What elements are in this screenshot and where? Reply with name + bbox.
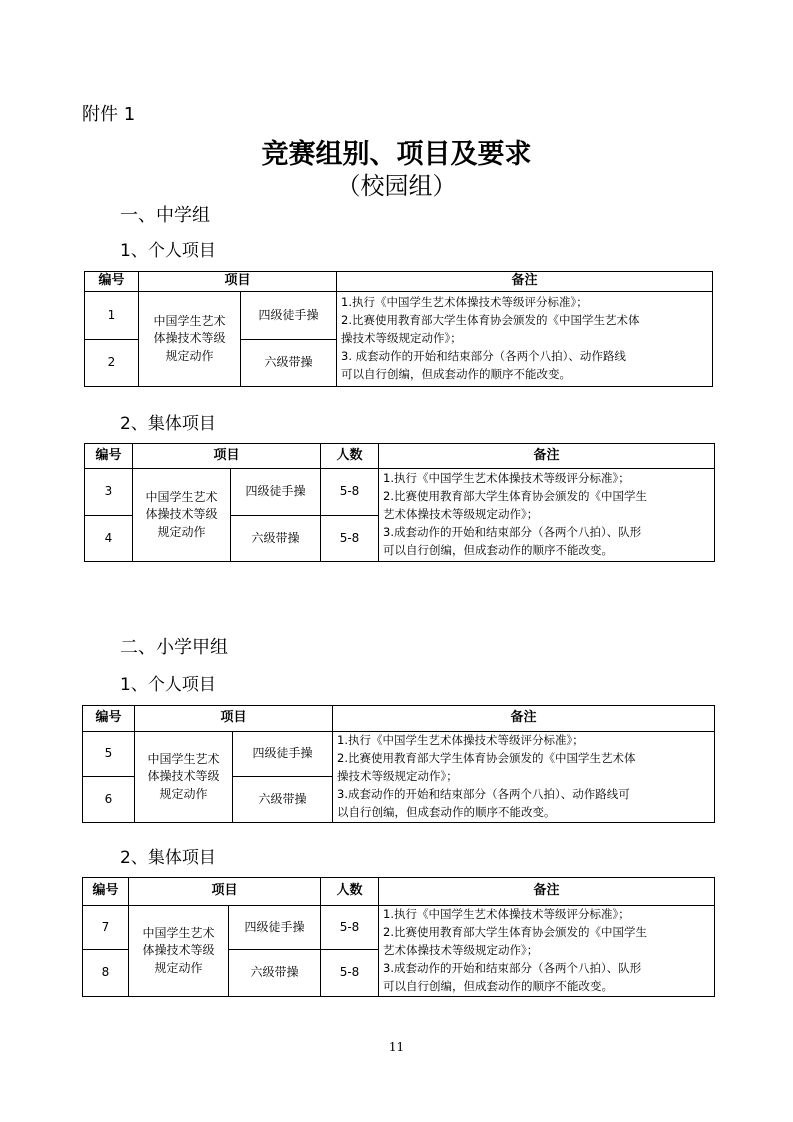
row-number: 1	[85, 292, 139, 340]
category-line: 规定动作	[157, 524, 206, 539]
table-middle-group	[84, 443, 715, 562]
notes-cell	[379, 469, 715, 562]
note-line: 操技术等级规定动作》；	[337, 769, 458, 784]
category-line: 体操技术等级	[142, 943, 215, 958]
note-line: 3.成套动作的开始和结束部分（各两个八拍）、动作路线可	[337, 786, 630, 801]
note-line: 操技术等级规定动作》；	[341, 331, 462, 346]
header-people: 人数	[321, 444, 379, 469]
header-item: 项目	[133, 444, 321, 469]
row-number: 7	[83, 906, 129, 950]
note-line: 可以自行创编，但成套动作的顺序不能改变。	[341, 366, 572, 381]
category-line: 中国学生艺术	[145, 489, 218, 504]
header-num: 编号	[83, 706, 135, 732]
section-title-primary-a: 二、小学甲组	[120, 637, 228, 658]
table-middle-individual	[84, 271, 713, 387]
notes-cell	[379, 906, 715, 997]
note-line: 艺术体操技术等级规定动作》；	[383, 943, 539, 958]
header-item: 项目	[129, 878, 321, 906]
category-cell	[133, 469, 231, 562]
header-item: 项目	[139, 272, 337, 292]
note-line: 3.成套动作的开始和结束部分（各两个八拍）、队形	[383, 960, 642, 975]
note-line: 2.比赛使用教育部大学生体育协会颁发的《中国学生	[383, 925, 647, 940]
note-line: 2.比赛使用教育部大学生体育协会颁发的《中国学生艺术体	[337, 751, 636, 766]
category-line: 规定动作	[159, 786, 208, 801]
category-cell	[129, 906, 229, 997]
page-number: 11	[388, 1040, 405, 1054]
row-number: 8	[83, 950, 129, 997]
header-note: 备注	[333, 706, 715, 732]
people-cell: 5-8	[321, 469, 379, 516]
event-cell: 四级徒手操	[241, 292, 337, 340]
category-line: 中国学生艺术	[153, 313, 226, 328]
category-cell	[139, 292, 241, 387]
category-line: 中国学生艺术	[142, 925, 215, 940]
row-number: 2	[85, 340, 139, 387]
note-line: 2.比赛使用教育部大学生体育协会颁发的《中国学生艺术体	[341, 313, 640, 328]
note-line: 1.执行《中国学生艺术体操技术等级评分标准》；	[383, 907, 630, 922]
row-number: 4	[85, 516, 133, 562]
subsection-group: 2、集体项目	[120, 414, 216, 434]
people-cell: 5-8	[321, 906, 379, 950]
notes-cell	[333, 732, 715, 823]
category-line: 体操技术等级	[145, 507, 218, 522]
header-num: 编号	[85, 444, 133, 469]
event-cell: 四级徒手操	[231, 469, 321, 516]
category-line: 体操技术等级	[147, 769, 220, 784]
header-note: 备注	[379, 444, 715, 469]
category-line: 规定动作	[165, 348, 214, 363]
header-note: 备注	[337, 272, 713, 292]
category-line: 体操技术等级	[153, 331, 226, 346]
category-line: 中国学生艺术	[147, 751, 220, 766]
event-cell: 四级徒手操	[233, 732, 333, 777]
attachment-label: 附件 1	[82, 104, 136, 125]
note-line: 以自行创编，但成套动作的顺序不能改变。	[337, 804, 556, 819]
note-line: 2.比赛使用教育部大学生体育协会颁发的《中国学生	[383, 489, 647, 504]
note-line: 可以自行创编，但成套动作的顺序不能改变。	[383, 978, 614, 993]
row-number: 6	[83, 777, 135, 823]
subsection-individual: 1、个人项目	[120, 241, 216, 261]
event-cell: 六级带操	[241, 340, 337, 387]
note-line: 1.执行《中国学生艺术体操技术等级评分标准》；	[383, 471, 630, 486]
header-people: 人数	[321, 878, 379, 906]
note-line: 3.成套动作的开始和结束部分（各两个八拍）、队形	[383, 524, 642, 539]
header-num: 编号	[83, 878, 129, 906]
note-line: 1.执行《中国学生艺术体操技术等级评分标准》；	[337, 733, 584, 748]
note-line: 1.执行《中国学生艺术体操技术等级评分标准》；	[341, 295, 588, 310]
event-cell: 六级带操	[231, 516, 321, 562]
subsection-group: 2、集体项目	[120, 848, 216, 868]
row-number: 3	[85, 469, 133, 516]
note-line: 艺术体操技术等级规定动作》；	[383, 507, 539, 522]
subsection-individual: 1、个人项目	[120, 675, 216, 695]
page-title: 竞赛组别、项目及要求	[261, 139, 532, 170]
header-note: 备注	[379, 878, 715, 906]
section-title-middle-school: 一、中学组	[120, 205, 210, 226]
header-num: 编号	[85, 272, 139, 292]
event-cell: 四级徒手操	[229, 906, 321, 950]
table-primary-individual	[82, 705, 715, 823]
event-cell: 六级带操	[229, 950, 321, 997]
notes-cell	[337, 292, 713, 387]
row-number: 5	[83, 732, 135, 777]
note-line: 可以自行创编，但成套动作的顺序不能改变。	[383, 542, 614, 557]
people-cell: 5-8	[321, 950, 379, 997]
note-line: 3. 成套动作的开始和结束部分（各两个八拍）、动作路线	[341, 348, 626, 363]
category-cell	[135, 732, 233, 823]
category-line: 规定动作	[154, 960, 203, 975]
page-subtitle: （校园组）	[336, 172, 457, 200]
header-item: 项目	[135, 706, 333, 732]
people-cell: 5-8	[321, 516, 379, 562]
table-primary-group	[82, 877, 715, 997]
event-cell: 六级带操	[233, 777, 333, 823]
